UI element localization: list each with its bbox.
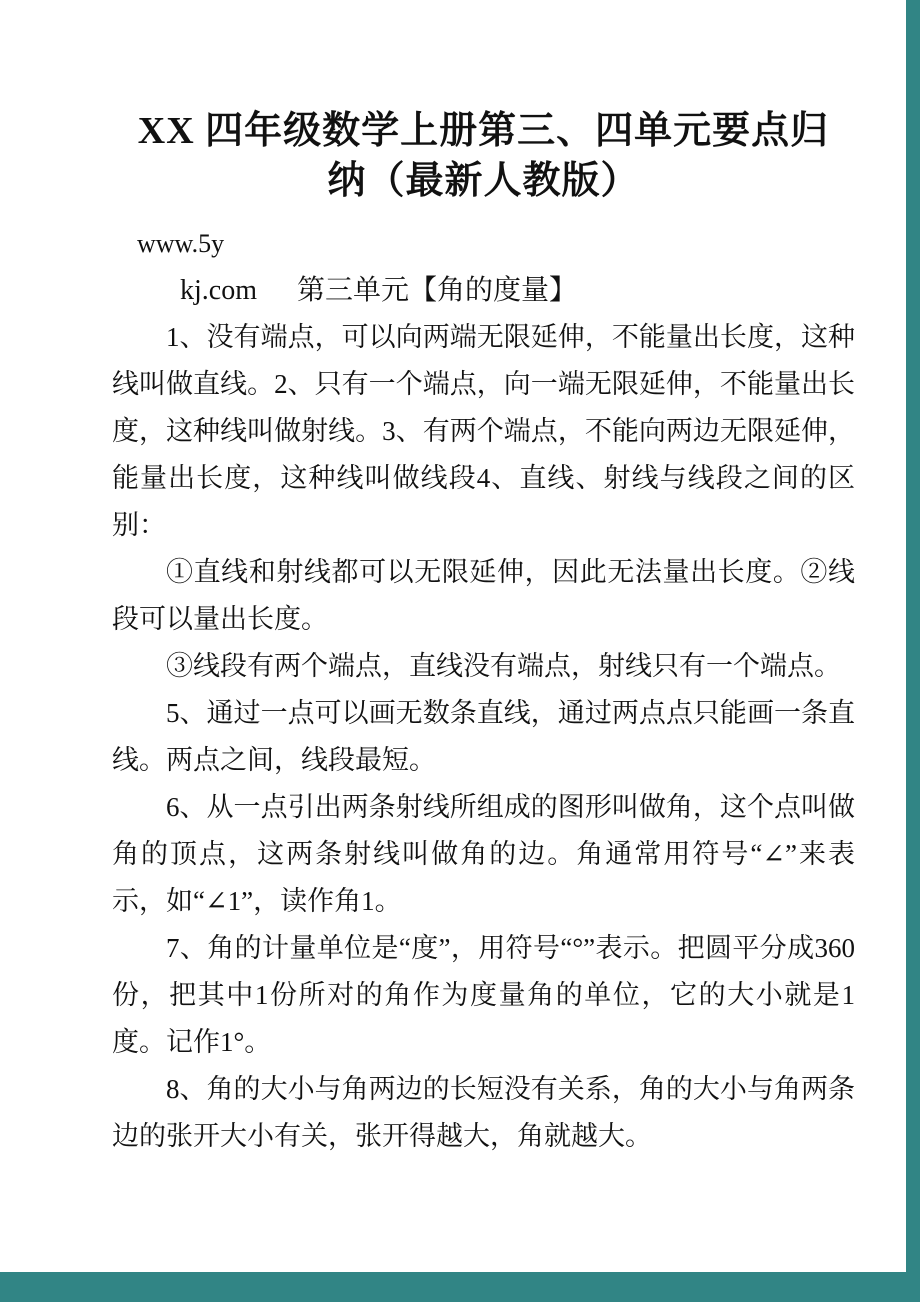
section-heading: 第三单元【角的度量】 [297, 275, 578, 306]
paragraph-1: 1、没有端点，可以向两端无限延伸，不能量出长度，这种线叫做直线。2、只有一个端点，向一端无限延伸，不能量出长度，这种线叫做射线。3、有两个端点，不能向两边无限延伸，能量出长度，这种线叫做线段4、直线、射线与线段之间的区别： [112, 322, 855, 540]
watermark-line2 [112, 267, 855, 314]
paragraph-7: 8、角的大小与角两边的长短没有关系，角的大小与角两条边的张开大小有关，张开得越大，角就越大。 [112, 1074, 855, 1151]
watermark-line1: www.5y [137, 229, 225, 258]
paragraph-3: ③线段有两个端点，直线没有端点，射线只有一个端点。 [166, 651, 841, 681]
watermark-line2-prefix: kj.com [180, 275, 257, 306]
paragraph-5: 6、从一点引出两条射线所组成的图形叫做角，这个点叫做角的顶点，这两条射线叫做角的边。角通常用符号“∠”来表示，如“∠1”，读作角1。 [112, 792, 855, 916]
document-title [112, 106, 855, 206]
document-title-line2: 纳（最新人教版） [327, 160, 640, 202]
paragraph-2: ①直线和射线都可以无限延伸，因此无法量出长度。②线段可以量出长度。 [112, 557, 855, 634]
paragraph-6: 7、角的计量单位是“度”，用符号“°”表示。把圆平分成360份，把其中1份所对的角作为度量角的单位，它的大小就是1度。记作1°。 [112, 933, 855, 1057]
document-title-line1: XX 四年级数学上册第三、四单元要点归 [137, 110, 830, 152]
paragraph-4: 5、通过一点可以画无数条直线，通过两点点只能画一条直线。两点之间，线段最短。 [112, 698, 855, 775]
